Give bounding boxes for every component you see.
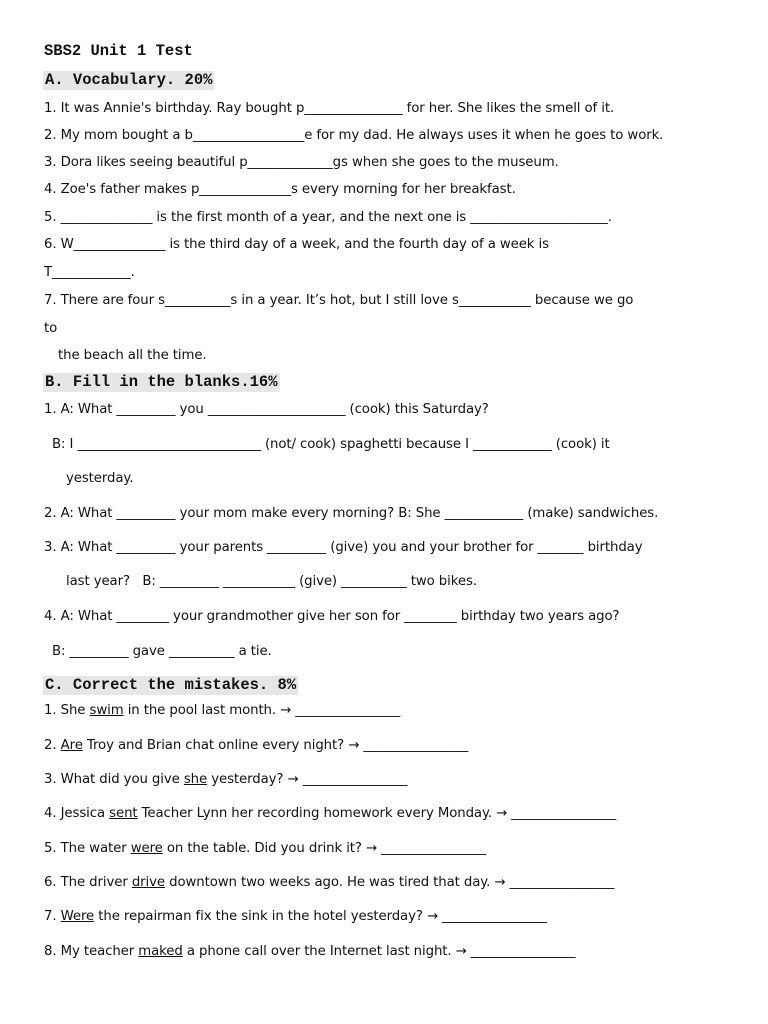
- vocab-item-2: 2. My mom bought a b_________________e for my dad. He always uses it when he goes to work.: [44, 128, 664, 143]
- mistake-word: sent: [109, 806, 138, 821]
- mistake-item-3: [44, 771, 407, 789]
- section-b-heading: B. Fill in the blanks.16%: [45, 373, 278, 391]
- mistake-item-2: [44, 737, 468, 755]
- mistake-word: maked: [138, 944, 183, 959]
- mistake-text: 2.: [44, 738, 61, 753]
- vocab-item-1: 1. It was Annie's birthday. Ray bought p_______________ for her. She likes the smell of it.: [44, 101, 615, 116]
- vocab-item-7-wrap: to: [44, 321, 58, 336]
- mistake-text: 3. What did you give: [44, 772, 184, 787]
- mistake-word: Were: [60, 909, 95, 924]
- fill-item-1b: B: I ____________________________ (not/ cook) spaghetti because I ____________ (cook) it: [52, 437, 610, 452]
- section-a-heading: A. Vocabulary. 20%: [45, 71, 213, 89]
- vocab-item-5: 5. ______________ is the first month of a year, and the next one is _____________________.: [44, 210, 612, 225]
- mistake-answer-blank: yesterday? → ________________: [207, 772, 408, 787]
- mistake-item-5: [44, 840, 486, 858]
- fill-item-3b: last year? B: _________ ___________ (give) __________ two bikes.: [66, 574, 477, 589]
- mistake-answer-blank: in the pool last month. → ________________: [123, 703, 401, 718]
- vocab-item-3: 3. Dora likes seeing beautiful p_____________gs when she goes to the museum.: [44, 155, 559, 170]
- mistake-text: 1. She: [44, 703, 90, 718]
- mistake-word: she: [183, 772, 208, 787]
- fill-item-3a: 3. A: What _________ your parents _________ (give) you and your brother for _______ birthday: [44, 540, 643, 555]
- mistake-text: 6. The driver: [44, 875, 132, 890]
- mistake-answer-blank: a phone call over the Internet last night. → ________________: [182, 944, 576, 959]
- fill-item-1a: 1. A: What _________ you _____________________ (cook) this Saturday?: [44, 402, 489, 417]
- mistake-item-4: [44, 805, 616, 823]
- vocab-item-7: 7. There are four s__________s in a year. It’s hot, but I still love s___________ because we go: [44, 293, 634, 308]
- vocab-item-6: 6. W______________ is the third day of a week, and the fourth day of a week is: [44, 237, 549, 252]
- mistake-answer-blank: on the table. Did you drink it? → ________________: [162, 841, 486, 856]
- mistake-text: 7.: [44, 909, 61, 924]
- vocab-item-4: 4. Zoe's father makes p______________s every morning for her breakfast.: [44, 182, 516, 197]
- vocab-item-7-continued: the beach all the time.: [58, 348, 207, 363]
- mistake-word: Are: [60, 738, 83, 753]
- mistake-word: swim: [89, 703, 124, 718]
- mistake-answer-blank: downtown two weeks ago. He was tired that day. → ________________: [164, 875, 615, 890]
- mistake-text: 8. My teacher: [44, 944, 139, 959]
- mistake-item-8: [44, 943, 576, 961]
- mistake-answer-blank: Teacher Lynn her recording homework every Monday. → ________________: [137, 806, 617, 821]
- mistake-answer-blank: the repairman fix the sink in the hotel yesterday? → ________________: [94, 909, 547, 924]
- mistake-word: were: [130, 841, 163, 856]
- mistake-item-1: [44, 702, 400, 720]
- mistake-word: drive: [131, 875, 165, 890]
- fill-item-4b: B: _________ gave __________ a tie.: [52, 644, 272, 659]
- fill-item-2: 2. A: What _________ your mom make every morning? B: She ____________ (make) sandwiches.: [44, 506, 659, 521]
- page-title: SBS2 Unit 1 Test: [44, 42, 193, 60]
- mistake-text: 5. The water: [44, 841, 131, 856]
- mistake-item-7: [44, 908, 547, 926]
- mistake-item-6: [44, 874, 614, 892]
- fill-item-4a: 4. A: What ________ your grandmother give her son for ________ birthday two years ago?: [44, 609, 620, 624]
- fill-item-1b-continued: yesterday.: [66, 471, 134, 486]
- mistake-text: 4. Jessica: [44, 806, 110, 821]
- section-c-heading: C. Correct the mistakes. 8%: [45, 676, 297, 694]
- vocab-item-6-continued: T____________.: [44, 265, 135, 280]
- mistake-answer-blank: Troy and Brian chat online every night? → ________________: [82, 738, 469, 753]
